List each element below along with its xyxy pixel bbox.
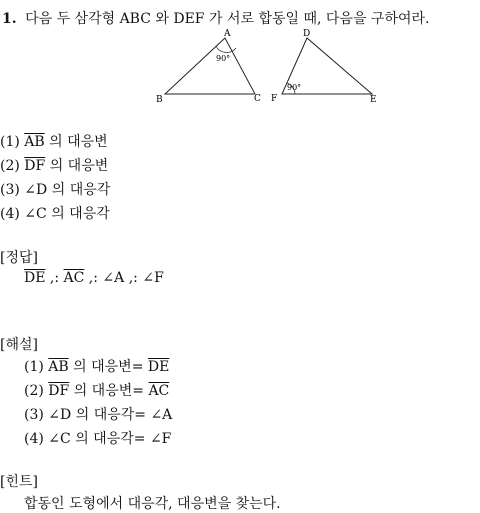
item-number: (4) [0,206,20,222]
answer-line [24,270,164,286]
vertex-label-d: D [303,29,311,39]
angle-label-f: 90° [287,83,302,92]
answer-header: [정답] [0,250,38,266]
item-math: ∠D [24,182,48,198]
answer-part: ,: ∠A ,: ∠F [84,270,164,286]
explanation-line-1 [24,356,169,376]
explanation-right: $\overline{AC}$ [148,383,170,399]
item-3 [0,179,110,199]
explanation-line-3 [24,404,172,424]
explanation-right: $\overline{DE}$ [147,359,170,375]
triangle-abc [165,38,255,94]
explanation-left: ∠D [48,407,72,423]
explanation-line-2 [24,380,169,400]
explanation-number: (2) [24,383,44,399]
explanation-line-4 [24,428,171,448]
item-2 [0,155,108,175]
answer-part: $\overline{AC}$ [63,270,85,286]
item-number: (3) [0,182,20,198]
vertex-label-f: F [271,94,278,104]
item-4 [0,203,110,223]
vertex-label-c: C [254,94,261,104]
item-math: $\overline{AB}$ [24,134,45,150]
explanation-number: (1) [24,359,44,375]
vertex-label-b: B [156,95,163,105]
question-number: 1. [2,11,17,27]
explanation-number: (3) [24,407,44,423]
explanation-right: ∠F [149,431,172,447]
triangle-figure [150,28,390,108]
item-math: $\overline{DF}$ [24,158,46,174]
item-suffix: 의 대응각 [46,206,110,222]
vertex-label-a: A [224,29,231,39]
explanation-header: [해설] [0,337,38,353]
item-suffix: 의 대응변 [44,134,108,150]
explanation-right: ∠A [150,407,173,423]
item-suffix: 의 대응각 [47,182,111,198]
explanation-mid: 의 대응변= [68,359,148,375]
explanation-left: $\overline{DF}$ [48,383,70,399]
explanation-number: (4) [24,431,44,447]
item-number: (1) [0,134,20,150]
item-math: ∠C [24,206,47,222]
explanation-mid: 의 대응각= [71,407,151,423]
explanation-mid: 의 대응변= [69,383,149,399]
hint-header: [힌트] [0,474,38,490]
question-text: 다음 두 삼각형 ABC 와 DEF 가 서로 합동일 때, 다음을 구하여라. [25,11,430,27]
vertex-label-e: E [370,95,377,105]
explanation-left: $\overline{AB}$ [48,359,69,375]
answer-part: $\overline{DE}$ [24,270,46,286]
hint-text: 합동인 도형에서 대응각, 대응변을 찾는다. [24,496,281,512]
answer-part: ,: [45,270,64,286]
question-line [2,8,429,28]
angle-arc-a [216,46,236,52]
explanation-mid: 의 대응각= [70,431,150,447]
item-number: (2) [0,158,20,174]
angle-label-a: 90° [216,54,231,63]
item-1 [0,131,108,151]
explanation-left: ∠C [48,431,71,447]
item-suffix: 의 대응변 [45,158,109,174]
